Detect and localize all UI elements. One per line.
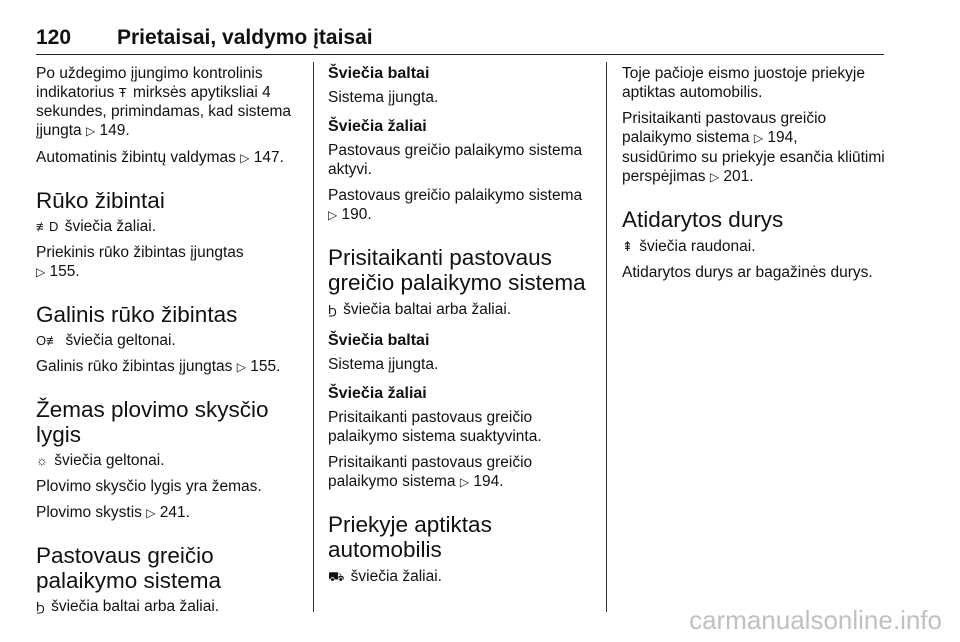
page-ref-link[interactable]: 241.	[159, 504, 190, 521]
paragraph: Plovimo skystis ▷ 241.	[36, 504, 190, 521]
column-divider	[606, 62, 607, 612]
page-title: Prietaisai, valdymo įtaisai	[117, 26, 373, 49]
section-heading: Žemas plovimo skysčio lygis	[36, 397, 269, 447]
paragraph: Ϧ šviečia baltai arba žaliai.	[328, 301, 512, 318]
column-2	[328, 64, 594, 593]
sub-heading: Šviečia baltai	[328, 332, 430, 349]
washer-fluid-icon: ☼	[36, 453, 48, 468]
paragraph: ⇞ šviečia raudonai.	[622, 238, 756, 255]
sub-heading: Šviečia žaliai	[328, 385, 427, 402]
cruise-control-icon: Ϧ	[328, 302, 337, 317]
paragraph: Sistema įjungta.	[328, 356, 439, 373]
page-ref-link[interactable]: 194.	[473, 473, 504, 490]
vehicle-ahead-icon: ⛟	[328, 569, 345, 584]
page-ref-link[interactable]: 149.	[99, 122, 130, 139]
section-heading: Prisitaikanti pastovaus greičio palaikymo sistema	[328, 245, 586, 295]
paragraph: Prisitaikanti pastovaus greičio palaikymo sistema ▷ 194.	[328, 454, 533, 490]
watermark: carmanualsonline.info	[689, 605, 942, 635]
section-heading: Rūko žibintai	[36, 188, 165, 213]
column-1	[36, 64, 301, 623]
door-open-icon: ⇞	[622, 239, 633, 254]
page-ref-icon: ▷	[36, 265, 46, 279]
paragraph: Pastovaus greičio palaikymo sistema ▷ 190.	[328, 187, 583, 223]
auto-light-icon: Ŧ	[118, 85, 127, 100]
paragraph: Prisitaikanti pastovaus greičio palaikymo sistema ▷ 194, susidūrimo su priekyje esančia kliūtimi perspėjimas ▷ 201.	[622, 110, 885, 185]
paragraph: Ϧ šviečia baltai arba žaliai.	[36, 598, 220, 615]
page-ref-link[interactable]: 201.	[723, 168, 754, 185]
page-ref-icon: ▷	[236, 360, 246, 374]
paragraph: Atidarytos durys ar bagažinės durys.	[622, 264, 873, 281]
paragraph: Pastovaus greičio palaikymo sistema aktyvi.	[328, 142, 583, 178]
page-ref-icon: ▷	[753, 131, 764, 145]
page-ref-icon: ▷	[146, 506, 156, 520]
page-ref-icon: ▷	[709, 170, 720, 184]
paragraph: Galinis rūko žibintas įjungtas ▷ 155.	[36, 358, 281, 375]
page-ref-link[interactable]: 147.	[253, 149, 284, 166]
column-divider	[313, 62, 314, 612]
page-ref-link[interactable]: 155.	[250, 358, 281, 375]
section-heading: Galinis rūko žibintas	[36, 302, 238, 327]
page-header	[36, 26, 884, 55]
page-ref-icon: ▷	[328, 208, 338, 222]
rear-fog-icon: O≢	[36, 333, 60, 348]
paragraph: O≢ šviečia geltonai.	[36, 332, 176, 349]
paragraph: Prisitaikanti pastovaus greičio palaikymo sistema suaktyvinta.	[328, 409, 542, 445]
paragraph: Po uždegimo įjungimo kontrolinis indikatorius Ŧ mirksės apytiksliai 4 sekundes, primindamas, kad sistema įjungta ▷ 149.	[36, 65, 292, 139]
paragraph: ⛟ šviečia žaliai.	[328, 568, 442, 585]
paragraph: Plovimo skysčio lygis yra žemas.	[36, 478, 262, 495]
section-heading: Atidarytos durys	[622, 207, 784, 232]
paragraph: Toje pačioje eismo juostoje priekyje aptiktas automobilis.	[622, 65, 865, 101]
paragraph: Automatinis žibintų valdymas ▷ 147.	[36, 149, 284, 166]
cruise-control-icon: Ϧ	[36, 599, 45, 614]
page-ref-icon: ▷	[459, 475, 470, 489]
section-heading: Pastovaus greičio palaikymo sistema	[36, 543, 222, 593]
column-3	[622, 64, 892, 289]
paragraph: Sistema įjungta.	[328, 89, 439, 106]
page-ref-link[interactable]: 155.	[49, 263, 80, 280]
sub-heading: Šviečia žaliai	[328, 118, 427, 135]
page-number: 120	[36, 26, 72, 49]
page-ref-link[interactable]: 190.	[341, 206, 372, 223]
section-heading: Priekyje aptiktas automobilis	[328, 512, 492, 562]
sub-heading: Šviečia baltai	[328, 65, 430, 82]
front-fog-icon: ≢D	[36, 219, 59, 234]
page-ref-icon: ▷	[86, 124, 96, 138]
paragraph: ≢D šviečia žaliai.	[36, 218, 157, 235]
paragraph: Priekinis rūko žibintas įjungtas ▷ 155.	[36, 244, 244, 280]
page-ref-icon: ▷	[240, 151, 250, 165]
paragraph: ☼ šviečia geltonai.	[36, 452, 165, 469]
page-ref-link[interactable]: 194,	[767, 129, 798, 146]
